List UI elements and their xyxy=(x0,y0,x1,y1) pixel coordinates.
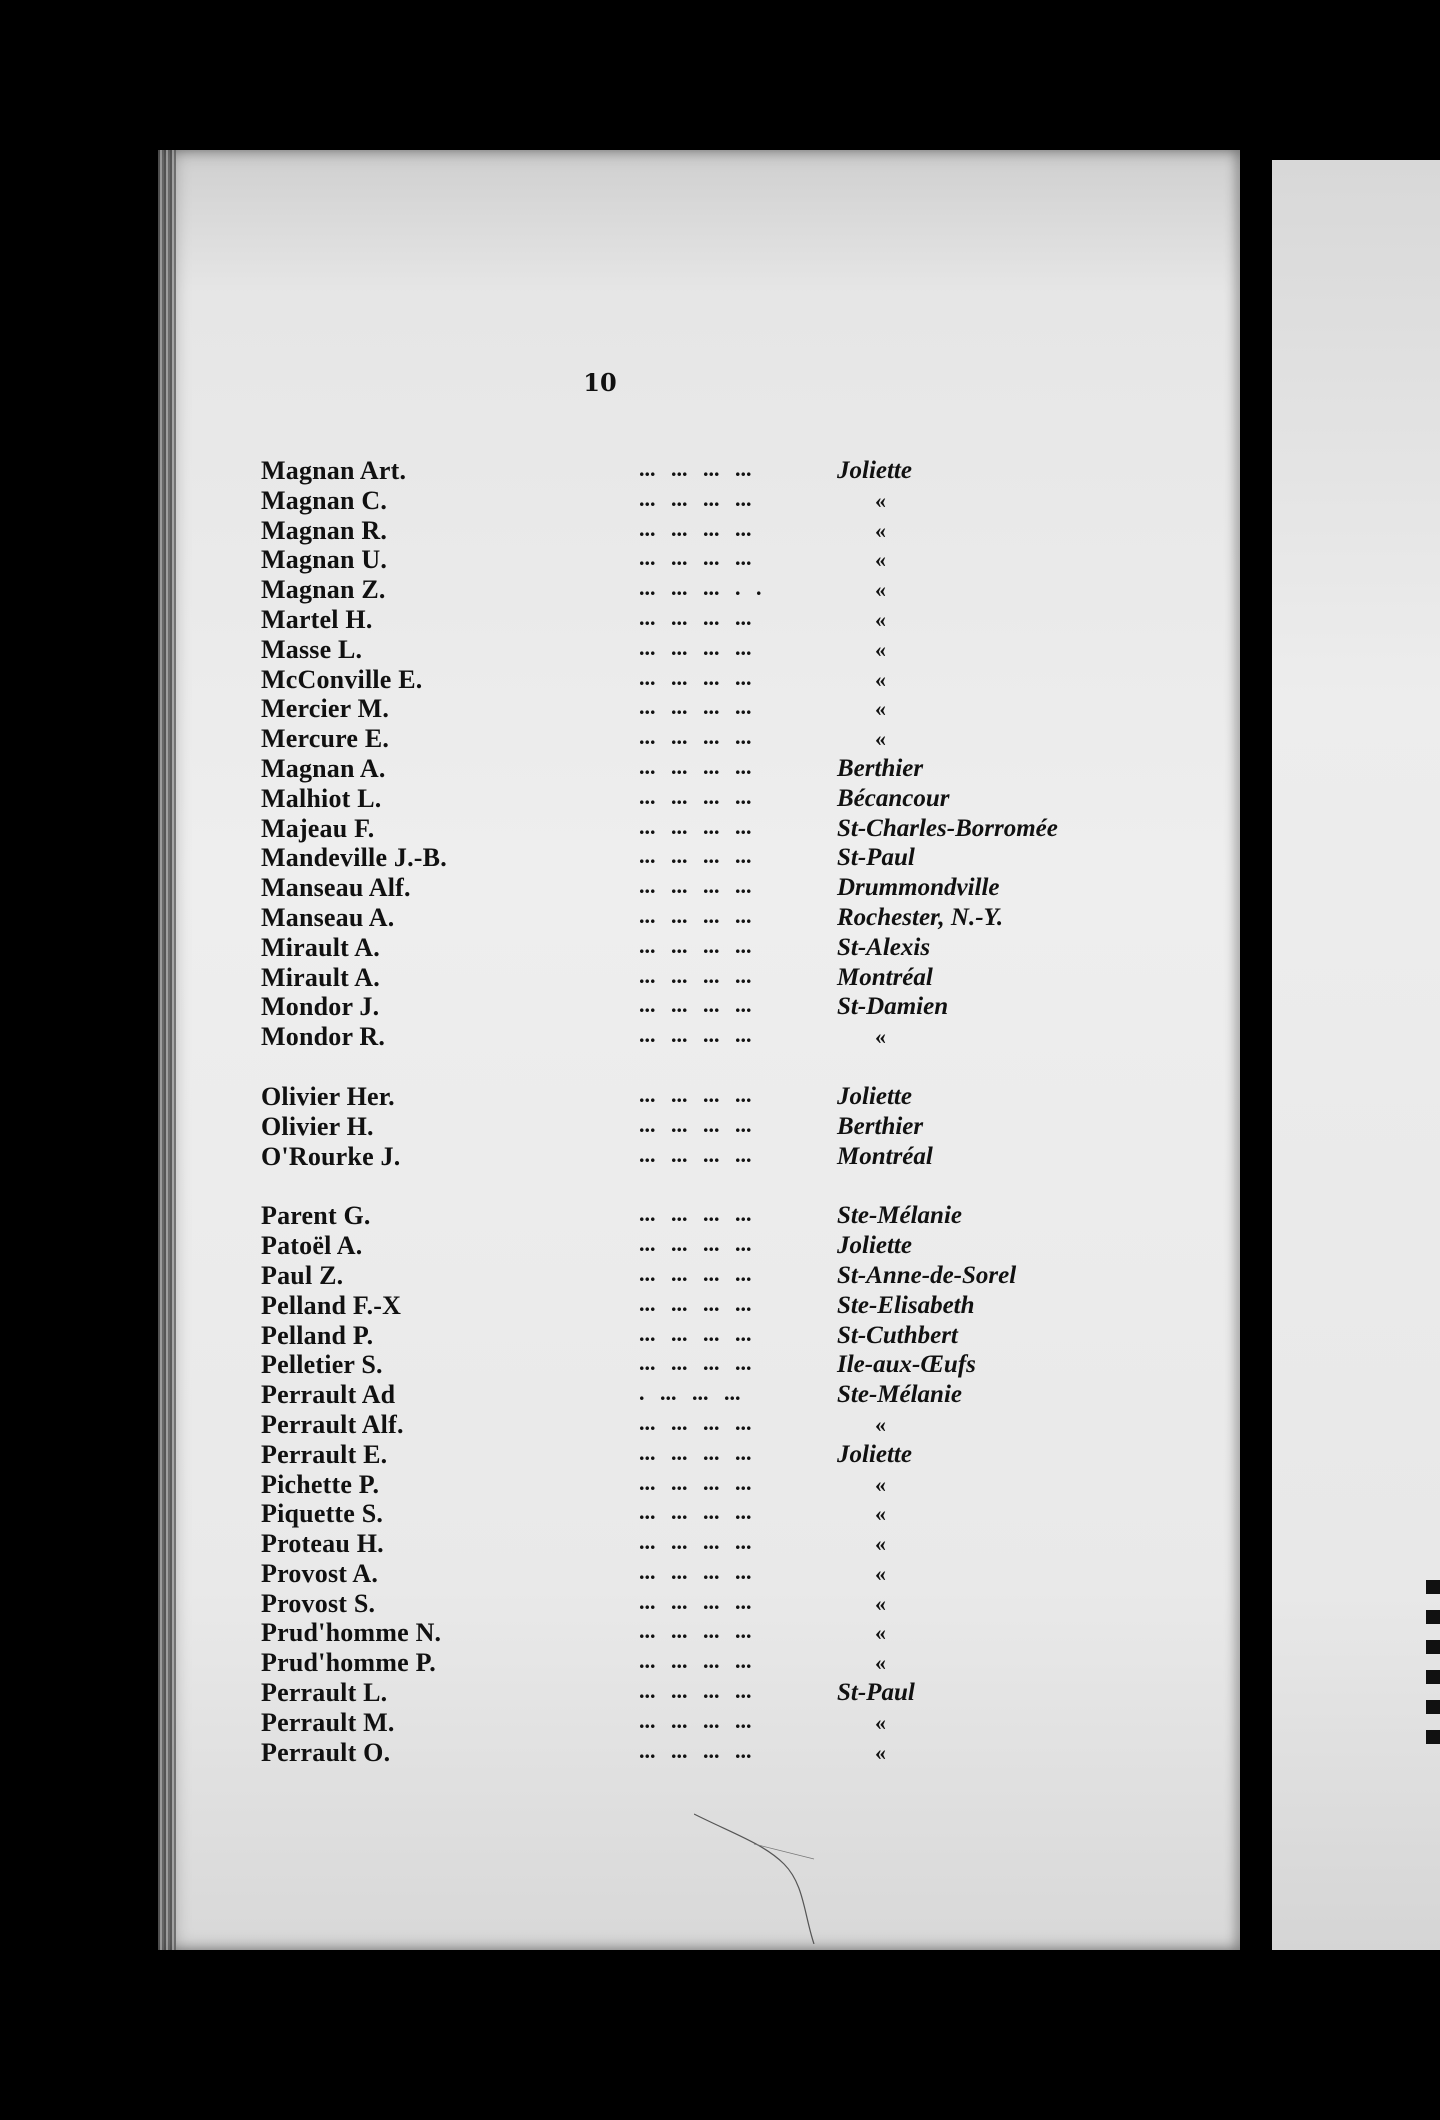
ditto-mark: « xyxy=(875,1709,886,1735)
entry-place: St-Paul xyxy=(837,1679,915,1707)
entry-row xyxy=(261,903,1061,933)
entry-row xyxy=(261,1529,1061,1559)
entry-row xyxy=(261,1470,1061,1500)
ditto-mark: « xyxy=(875,726,886,752)
entry-row xyxy=(261,963,1061,993)
entry-name: Prud'homme N. xyxy=(261,1618,442,1648)
leader-dots: ... ... ... ... xyxy=(639,1648,752,1674)
entry-row xyxy=(261,814,1061,844)
leader-dots: ... ... ... ... xyxy=(639,932,752,958)
entry-name: Manseau Alf. xyxy=(261,873,411,903)
entry-place: St-Damien xyxy=(837,993,949,1021)
entry-place: Joliette xyxy=(837,1232,912,1260)
entry-place: Drummondville xyxy=(837,874,1000,902)
entry-row xyxy=(261,545,1061,575)
section-gap xyxy=(261,1052,1061,1082)
entry-name: Provost A. xyxy=(261,1558,379,1588)
entry-row xyxy=(261,754,1061,784)
leader-dots: ... ... ... ... xyxy=(639,962,752,988)
entry-name: Pelletier S. xyxy=(261,1350,383,1380)
entry-row xyxy=(261,456,1061,486)
entry-name: Mondor R. xyxy=(261,1022,386,1052)
entry-name: Perrault L. xyxy=(261,1678,388,1708)
entry-row xyxy=(261,1440,1061,1470)
leader-dots: ... ... ... ... xyxy=(639,664,752,690)
entry-name: Majeau F. xyxy=(261,813,375,843)
entry-name: Pichette P. xyxy=(261,1469,380,1499)
paper-crease xyxy=(694,1804,854,1944)
entry-name: Mercure E. xyxy=(261,724,390,754)
entry-place: Ile-aux-Œufs xyxy=(837,1351,976,1379)
entry-row xyxy=(261,1022,1061,1052)
leader-dots: ... ... ... ... xyxy=(639,1529,752,1555)
leader-dots: ... ... ... ... xyxy=(639,1201,752,1227)
leader-dots: ... ... ... ... xyxy=(639,1231,752,1257)
entry-row xyxy=(261,1142,1061,1172)
leader-dots: ... ... ... ... xyxy=(639,1290,752,1316)
leader-dots: . ... ... ... xyxy=(639,1380,741,1406)
entry-row xyxy=(261,516,1061,546)
leader-dots: ... ... ... ... xyxy=(639,545,752,571)
entry-place: Ste-Mélanie xyxy=(837,1381,962,1409)
entry-name: Magnan C. xyxy=(261,485,388,515)
entry-row xyxy=(261,1559,1061,1589)
ditto-mark: « xyxy=(875,1650,886,1676)
entry-row xyxy=(261,1499,1061,1529)
scanned-page xyxy=(158,150,1240,1950)
facing-page-text-fragments xyxy=(1426,1580,1440,1940)
facing-page-edge xyxy=(1272,160,1440,1950)
ditto-mark: « xyxy=(875,1560,886,1586)
ditto-mark: « xyxy=(875,487,886,513)
leader-dots: ... ... ... ... xyxy=(639,604,752,630)
page-number: 10 xyxy=(583,368,617,397)
leader-dots: ... ... ... ... xyxy=(639,1320,752,1346)
entry-place: St-Alexis xyxy=(837,933,931,961)
leader-dots: ... ... ... ... xyxy=(639,1588,752,1614)
page-binding-edge xyxy=(158,150,176,1950)
entry-row xyxy=(261,1589,1061,1619)
entry-name: Magnan Art. xyxy=(261,456,407,485)
leader-dots: ... ... ... ... xyxy=(639,1022,752,1048)
leader-dots: ... ... ... ... xyxy=(639,1111,752,1137)
entry-name: Malhiot L. xyxy=(261,783,382,813)
entry-name: Manseau A. xyxy=(261,902,395,932)
entry-row xyxy=(261,1618,1061,1648)
entry-row xyxy=(261,1380,1061,1410)
entry-place: Joliette xyxy=(837,1082,912,1110)
leader-dots: ... ... ... ... xyxy=(639,634,752,660)
entry-row xyxy=(261,933,1061,963)
leader-dots: ... ... ... ... xyxy=(639,456,752,481)
ditto-mark: « xyxy=(875,1590,886,1616)
entry-place: St-Paul xyxy=(837,844,915,872)
entry-row xyxy=(261,665,1061,695)
leader-dots: ... ... ... ... xyxy=(639,724,752,750)
name-place-list xyxy=(261,456,1061,1767)
entry-name: Parent G. xyxy=(261,1201,371,1231)
leader-dots: ... ... ... ... xyxy=(639,813,752,839)
entry-row xyxy=(261,1082,1061,1112)
entry-name: Perrault M. xyxy=(261,1707,395,1737)
leader-dots: ... ... ... ... xyxy=(639,485,752,511)
entry-row xyxy=(261,635,1061,665)
entry-row xyxy=(261,694,1061,724)
ditto-mark: « xyxy=(875,1620,886,1646)
entry-name: O'Rourke J. xyxy=(261,1141,401,1171)
leader-dots: ... ... ... ... xyxy=(639,902,752,928)
entry-row xyxy=(261,1738,1061,1768)
ditto-mark: « xyxy=(875,577,886,603)
entry-row xyxy=(261,1678,1061,1708)
entry-row xyxy=(261,1201,1061,1231)
leader-dots: ... ... ... ... xyxy=(639,753,752,779)
leader-dots: ... ... ... ... xyxy=(639,1678,752,1704)
entry-place: Joliette xyxy=(837,1440,912,1468)
entry-place: St-Charles-Borromée xyxy=(837,814,1058,842)
entry-row xyxy=(261,1291,1061,1321)
entry-row xyxy=(261,575,1061,605)
entry-row xyxy=(261,1410,1061,1440)
leader-dots: ... ... ... ... xyxy=(639,1350,752,1376)
leader-dots: ... ... ... . . xyxy=(639,575,762,601)
leader-dots: ... ... ... ... xyxy=(639,843,752,869)
entry-name: Proteau H. xyxy=(261,1529,384,1559)
leader-dots: ... ... ... ... xyxy=(639,783,752,809)
entry-row xyxy=(261,724,1061,754)
entry-row xyxy=(261,605,1061,635)
entry-place: St-Anne-de-Sorel xyxy=(837,1261,1017,1289)
leader-dots: ... ... ... ... xyxy=(639,873,752,899)
entry-place: Rochester, N.-Y. xyxy=(837,903,1004,931)
ditto-mark: « xyxy=(875,547,886,573)
entry-name: Mirault A. xyxy=(261,932,380,962)
ditto-mark: « xyxy=(875,1501,886,1527)
leader-dots: ... ... ... ... xyxy=(639,1409,752,1435)
entry-row xyxy=(261,486,1061,516)
leader-dots: ... ... ... ... xyxy=(639,1469,752,1495)
entry-name: Pelland P. xyxy=(261,1320,374,1350)
entry-name: Olivier Her. xyxy=(261,1081,395,1111)
leader-dots: ... ... ... ... xyxy=(639,515,752,541)
entry-name: Provost S. xyxy=(261,1588,376,1618)
entry-place: Berthier xyxy=(837,754,924,782)
entry-row xyxy=(261,1231,1061,1261)
entry-name: Magnan U. xyxy=(261,545,388,575)
entry-name: Masse L. xyxy=(261,634,363,664)
entry-row xyxy=(261,843,1061,873)
entry-name: Pelland F.-X xyxy=(261,1290,402,1320)
leader-dots: ... ... ... ... xyxy=(639,1499,752,1525)
entry-place: Bécancour xyxy=(837,784,950,812)
entry-row xyxy=(261,1648,1061,1678)
ditto-mark: « xyxy=(875,666,886,692)
entry-place: Ste-Elisabeth xyxy=(837,1291,975,1319)
entry-place: Ste-Mélanie xyxy=(837,1202,962,1230)
entry-name: Magnan R. xyxy=(261,515,388,545)
entry-name: McConville E. xyxy=(261,664,423,694)
entry-name: Perrault Alf. xyxy=(261,1409,404,1439)
entry-name: Perrault O. xyxy=(261,1737,391,1767)
entry-name: Piquette S. xyxy=(261,1499,384,1529)
entry-name: Mandeville J.-B. xyxy=(261,843,447,873)
entry-name: Mirault A. xyxy=(261,962,380,992)
entry-name: Mercier M. xyxy=(261,694,390,724)
leader-dots: ... ... ... ... xyxy=(639,1260,752,1286)
entry-name: Magnan A. xyxy=(261,753,386,783)
ditto-mark: « xyxy=(875,1531,886,1557)
leader-dots: ... ... ... ... xyxy=(639,1439,752,1465)
leader-dots: ... ... ... ... xyxy=(639,694,752,720)
entry-name: Magnan Z. xyxy=(261,575,386,605)
ditto-mark: « xyxy=(875,636,886,662)
entry-name: Patoël A. xyxy=(261,1231,363,1261)
entry-place: St-Cuthbert xyxy=(837,1321,958,1349)
entry-row xyxy=(261,784,1061,814)
entry-place: Berthier xyxy=(837,1112,924,1140)
entry-name: Martel H. xyxy=(261,604,373,634)
leader-dots: ... ... ... ... xyxy=(639,1141,752,1167)
leader-dots: ... ... ... ... xyxy=(639,1707,752,1733)
entry-name: Perrault E. xyxy=(261,1439,388,1469)
leader-dots: ... ... ... ... xyxy=(639,1737,752,1763)
leader-dots: ... ... ... ... xyxy=(639,1081,752,1107)
entry-name: Mondor J. xyxy=(261,992,380,1022)
entry-name: Paul Z. xyxy=(261,1260,344,1290)
entry-place: Montréal xyxy=(837,1142,933,1170)
ditto-mark: « xyxy=(875,606,886,632)
entry-row xyxy=(261,1321,1061,1351)
entry-row xyxy=(261,1261,1061,1291)
ditto-mark: « xyxy=(875,1471,886,1497)
entry-name: Olivier H. xyxy=(261,1111,374,1141)
entry-row xyxy=(261,1350,1061,1380)
ditto-mark: « xyxy=(875,517,886,543)
leader-dots: ... ... ... ... xyxy=(639,1618,752,1644)
ditto-mark: « xyxy=(875,1739,886,1765)
entry-name: Prud'homme P. xyxy=(261,1648,436,1678)
entry-name: Perrault Ad xyxy=(261,1380,396,1410)
entry-row xyxy=(261,992,1061,1022)
ditto-mark: « xyxy=(875,696,886,722)
entry-row xyxy=(261,873,1061,903)
leader-dots: ... ... ... ... xyxy=(639,1558,752,1584)
entry-row xyxy=(261,1112,1061,1142)
ditto-mark: « xyxy=(875,1411,886,1437)
entry-row xyxy=(261,1708,1061,1738)
ditto-mark: « xyxy=(875,1024,886,1050)
leader-dots: ... ... ... ... xyxy=(639,992,752,1018)
entry-place: Montréal xyxy=(837,963,933,991)
section-gap xyxy=(261,1171,1061,1201)
entry-place: Joliette xyxy=(837,457,912,484)
